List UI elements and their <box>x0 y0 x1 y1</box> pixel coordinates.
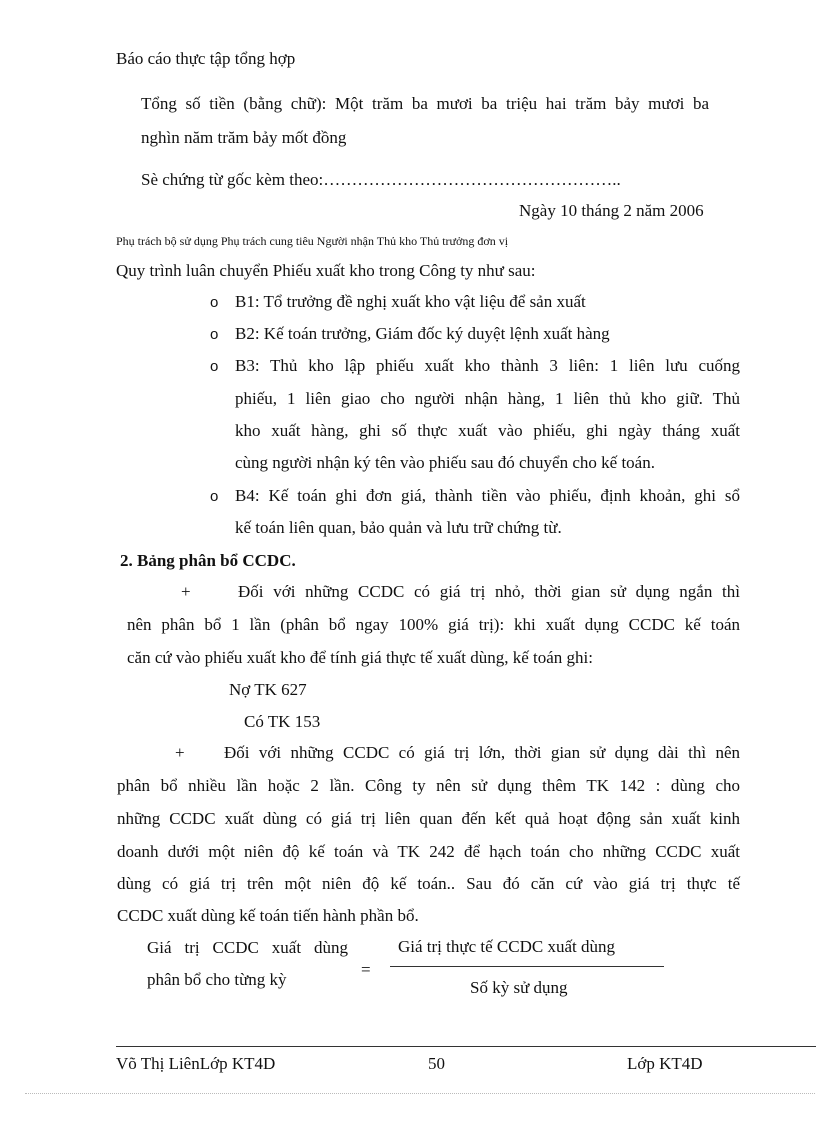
signature-titles: Phụ trách bộ sử dụng Phụ trách cung tiêu Người nhận Thủ kho Thủ trưởng đơn vị <box>116 234 509 248</box>
bullet-icon: o <box>210 294 219 311</box>
paragraph-line: căn cứ vào phiếu xuất kho để tính giá thực tế xuất dùng, kế toán ghi: <box>127 648 593 667</box>
paragraph-line: nên phân bổ 1 lần (phân bổ ngay 100% giá trị): khi xuất dụng CCDC kế toán <box>127 615 740 634</box>
paragraph-line: Đối với những CCDC có giá trị lớn, thời gian sử dụng dài thì nên <box>224 743 740 762</box>
process-intro: Quy trình luân chuyển Phiếu xuất kho trong Công ty như sau: <box>116 261 536 280</box>
formula-numerator: Giá trị thực tế CCDC xuất dùng <box>398 937 615 956</box>
paragraph-line: doanh dưới một niên độ kế toán và TK 242 để hạch toán cho những CCDC xuất <box>117 842 740 861</box>
paragraph-line: những CCDC xuất dùng có giá trị liên quan đến kết quả hoạt động sản xuất kinh <box>117 809 740 828</box>
step-line: phiếu, 1 liên giao cho người nhận hàng, 1 liên thủ kho giữ. Thủ <box>235 389 740 408</box>
fraction-bar <box>390 966 664 967</box>
formula-equals: = <box>361 960 371 979</box>
step-line: B2: Kế toán trưởng, Giám đốc ký duyệt lệnh xuất hàng <box>235 324 610 343</box>
step-line: B1: Tổ trưởng đề nghị xuất kho vật liệu để sản xuất <box>235 292 586 311</box>
total-in-words-line-2: nghìn năm trăm bảy mốt đồng <box>141 128 347 147</box>
attached-documents-line: Sè chứng từ gốc kèm theo:…………………………………………….. <box>141 170 621 189</box>
plus-marker: + <box>175 743 185 762</box>
bullet-icon: o <box>210 488 219 505</box>
formula-denominator: Số kỳ sử dụng <box>470 978 568 997</box>
journal-credit: Có TK 153 <box>244 712 321 731</box>
footer-rule <box>116 1046 816 1047</box>
page-number: 50 <box>428 1054 445 1073</box>
paragraph-line: CCDC xuất dùng kế toán tiến hành phần bổ. <box>117 906 419 925</box>
step-line: kho xuất hàng, ghi số thực xuất vào phiếu, ghi ngày tháng xuất <box>235 421 740 440</box>
total-in-words-line-1: Tổng số tiền (bằng chữ): Một trăm ba mươi ba triệu hai trăm bảy mươi ba <box>141 94 709 113</box>
footer-author: Võ Thị LiênLớp KT4D <box>116 1054 276 1073</box>
section-heading: 2. Bảng phân bổ CCDC. <box>120 551 296 570</box>
formula-left-line-2: phân bổ cho từng kỳ <box>147 970 287 989</box>
voucher-date: Ngày 10 tháng 2 năm 2006 <box>519 201 704 220</box>
journal-debit: Nợ TK 627 <box>229 680 307 699</box>
paragraph-line: dùng có giá trị trên một niên độ kế toán.. Sau đó căn cứ vào giá trị thực tế <box>117 874 740 893</box>
formula-left-line-1: Giá trị CCDC xuất dùng <box>147 938 348 957</box>
step-line: B3: Thủ kho lập phiếu xuất kho thành 3 liên: 1 liên lưu cuống <box>235 356 740 375</box>
footer-class: Lớp KT4D <box>627 1054 703 1073</box>
step-line: cùng người nhận ký tên vào phiếu sau đó chuyển cho kế toán. <box>235 453 655 472</box>
running-header: Báo cáo thực tập tổng hợp <box>116 49 296 68</box>
page-bottom-border <box>25 1093 815 1094</box>
bullet-icon: o <box>210 326 219 343</box>
bullet-icon: o <box>210 358 219 375</box>
step-line: B4: Kế toán ghi đơn giá, thành tiền vào phiếu, định khoản, ghi sổ <box>235 486 740 505</box>
paragraph-line: Đối với những CCDC có giá trị nhỏ, thời gian sử dụng ngắn thì <box>238 582 740 601</box>
step-line: kế toán liên quan, bảo quản và lưu trữ chứng từ. <box>235 518 562 537</box>
paragraph-line: phân bổ nhiều lần hoặc 2 lần. Công ty nên sử dụng thêm TK 142 : dùng cho <box>117 776 740 795</box>
plus-marker: + <box>181 582 191 601</box>
